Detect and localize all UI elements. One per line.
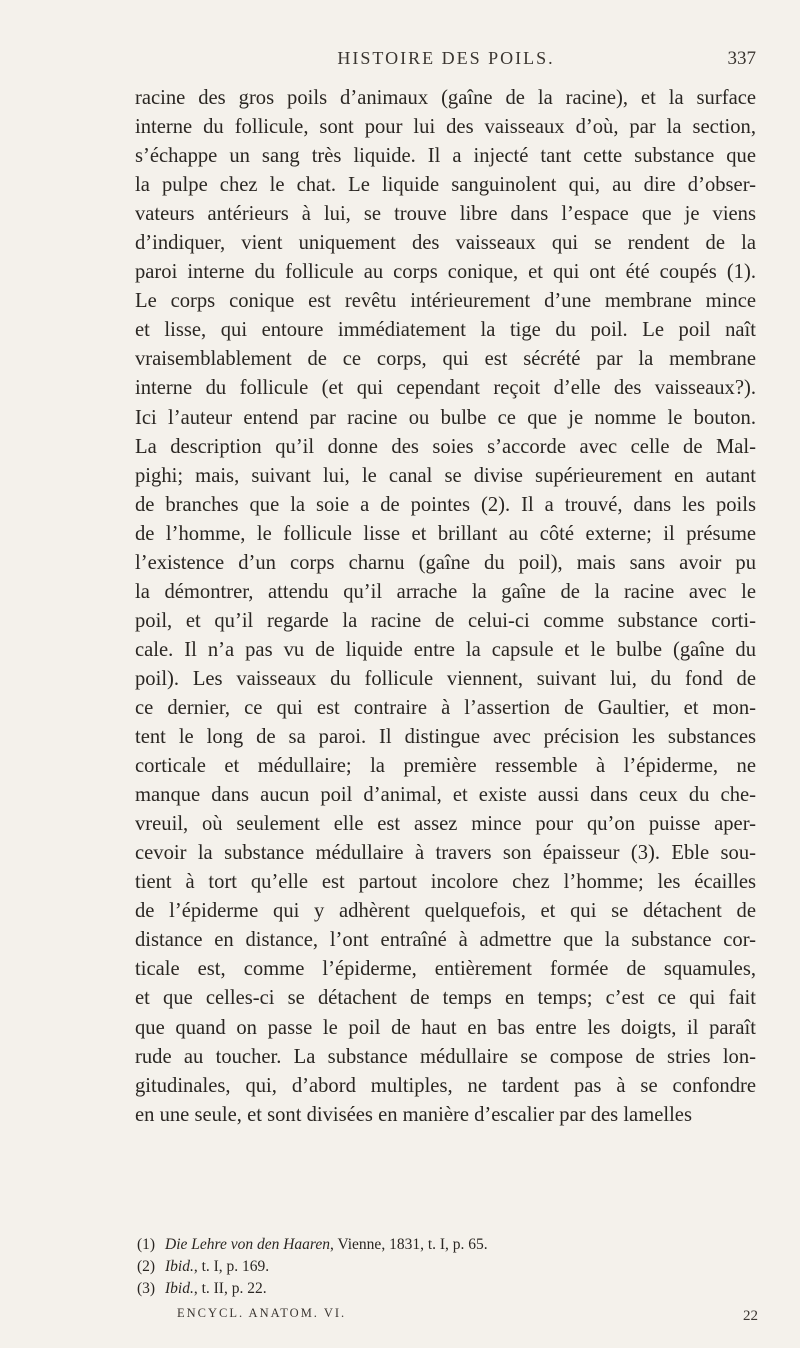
footnote-title: Die Lehre von den Haaren <box>165 1236 331 1253</box>
text-line: tent le long de sa paroi. Il distingue avec précision les substances <box>135 726 756 749</box>
text-line: vateurs antérieurs à lui, se trouve libre dans l’espace que je viens <box>135 203 756 226</box>
sheet-number: 22 <box>743 1308 758 1324</box>
text-line: vreuil, où seulement elle est assez mince pour qu’on puisse aper- <box>135 813 756 836</box>
page-number: 337 <box>727 48 756 69</box>
text-line: interne du follicule (et qui cependant reçoit d’elle des vaisseaux?). <box>135 377 756 400</box>
text-line: l’existence d’un corps charnu (gaîne du poil), mais sans avoir pu <box>135 551 756 574</box>
main-text <box>135 84 756 1130</box>
footnote <box>137 1234 697 1256</box>
footnote-reference: , t. I, p. 169. <box>193 1258 270 1275</box>
footnote-reference: , t. II, p. 22. <box>193 1280 267 1297</box>
footnote <box>137 1256 697 1278</box>
footnote-reference: , Vienne, 1831, t. I, p. 65. <box>330 1236 488 1253</box>
footnote-mark: (1) <box>137 1236 156 1253</box>
page-footer <box>177 1306 757 1328</box>
text-line: d’indiquer, vient uniquement des vaisseaux qui se rendent de la <box>135 232 756 255</box>
text-line: cale. Il n’a pas vu de liquide entre la capsule et le bulbe (gaîne du <box>135 638 756 661</box>
text-line: cevoir la substance médullaire à travers son épaisseur (3). Eble sou- <box>135 842 756 865</box>
text-line: poil, et qu’il regarde la racine de celui-ci comme substance corti- <box>135 609 756 632</box>
footnotes <box>137 1234 697 1300</box>
text-line: la démontrer, attendu qu’il arrache la gaîne de la racine avec le <box>135 580 756 603</box>
text-line: gitudinales, qui, d’abord multiples, ne tardent pas à se confondre <box>135 1074 756 1097</box>
text-line: ce dernier, ce qui est contraire à l’assertion de Gaultier, et mon- <box>135 696 756 719</box>
text-line: de l’homme, le follicule lisse et brillant au côté externe; il présume <box>135 522 756 545</box>
footnote-title: Ibid. <box>165 1258 194 1275</box>
text-line: racine des gros poils d’animaux (gaîne de la racine), et la surface <box>135 87 756 109</box>
footnote-mark: (2) <box>137 1258 156 1275</box>
running-title: HISTOIRE DES POILS. <box>337 48 555 68</box>
text-line: poil). Les vaisseaux du follicule viennent, suivant lui, du fond de <box>135 667 756 690</box>
text-line: distance en distance, l’ont entraîné à admettre que la substance cor- <box>135 929 756 952</box>
text-line: de branches que la soie a de pointes (2). Il a trouvé, dans les poils <box>135 493 756 516</box>
text-line: Le corps conique est revêtu intérieurement d’une membrane mince <box>135 290 756 313</box>
footnote-mark: (3) <box>137 1280 156 1297</box>
text-line: en une seule, et sont divisées en manière d’escalier par des lamelles <box>135 1103 692 1126</box>
text-line: corticale et médullaire; la première ressemble à l’épiderme, ne <box>135 755 756 778</box>
printer-signature: ENCYCL. ANATOM. VI. <box>177 1306 347 1320</box>
text-line: vraisemblablement de ce corps, qui est sécrété par la membrane <box>135 348 756 371</box>
text-line: La description qu’il donne des soies s’accorde avec celle de Mal- <box>135 435 756 458</box>
text-line: interne du follicule, sont pour lui des vaisseaux d’où, par la section, <box>135 116 756 139</box>
text-line: que quand on passe le poil de haut en bas entre les doigts, il paraît <box>135 1016 756 1039</box>
page-header <box>136 48 756 78</box>
text-line: pighi; mais, suivant lui, le canal se divise supérieurement en autant <box>135 464 756 487</box>
text-line: paroi interne du follicule au corps conique, et qui ont été coupés (1). <box>135 261 756 284</box>
text-line: et que celles-ci se détachent de temps en temps; c’est ce qui fait <box>135 987 756 1010</box>
text-line: ticale est, comme l’épiderme, entièrement formée de squamules, <box>135 958 756 981</box>
text-line: rude au toucher. La substance médullaire se compose de stries lon- <box>135 1045 756 1068</box>
text-line: tient à tort qu’elle est partout incolore chez l’homme; les écailles <box>135 871 756 894</box>
footnote-title: Ibid. <box>165 1280 194 1297</box>
text-line: manque dans aucun poil d’animal, et existe aussi dans ceux du che- <box>135 784 756 807</box>
text-line: s’échappe un sang très liquide. Il a injecté tant cette substance que <box>135 145 756 168</box>
text-line: de l’épiderme qui y adhèrent quelquefois, et qui se détachent de <box>135 900 756 923</box>
text-line: Ici l’auteur entend par racine ou bulbe ce que je nomme le bouton. <box>135 406 756 429</box>
footnote <box>137 1278 697 1300</box>
text-line: et lisse, qui entoure immédiatement la tige du poil. Le poil naît <box>135 319 756 342</box>
text-line: la pulpe chez le chat. Le liquide sanguinolent qui, au dire d’obser- <box>135 174 756 197</box>
